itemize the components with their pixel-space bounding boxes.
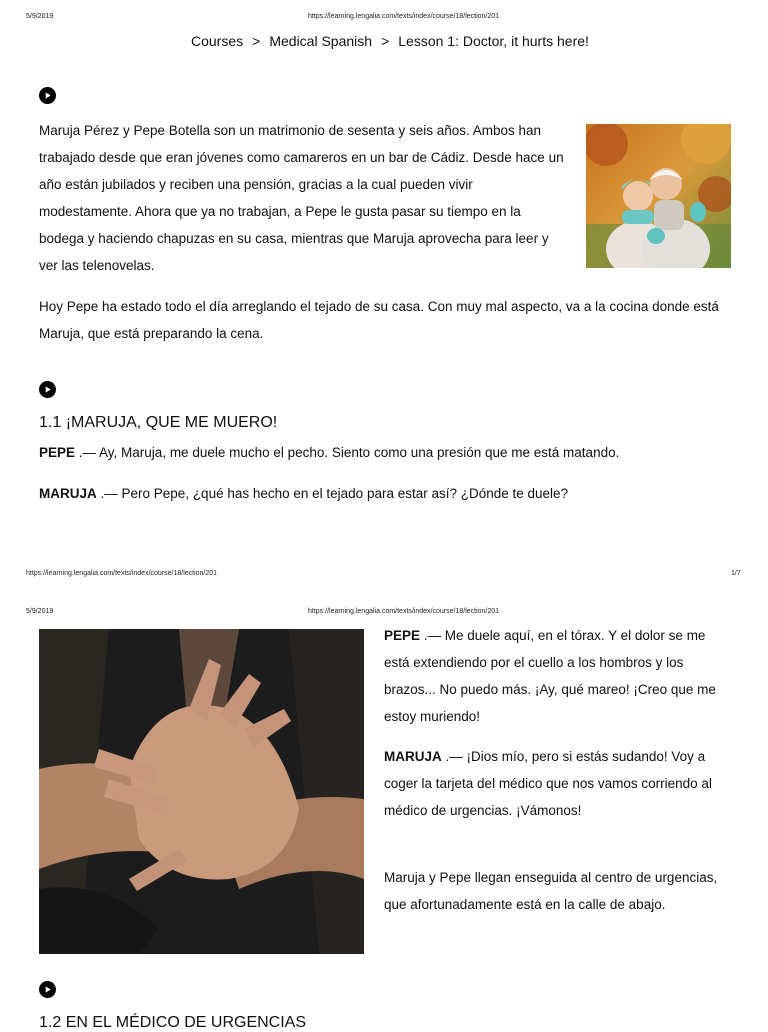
narration-paragraph: Maruja y Pepe llegan enseguida al centro de urgencias, que afortunadamente está en la calle de abajo. xyxy=(384,870,718,912)
intro-paragraph: Maruja Pérez y Pepe Botella son un matrimonio de sesenta y seis años. Ambos han trabajado desde que eran jóvenes como camareros en un bar de Cádiz. Desde hace un año están jubilados y reciben una pensión, gracias a la cual pueden vivir modestamente. Ahora que ya no trabajan, a Pepe le gusta pasar su tiempo en la bodega y haciendo chapuzas en su casa, mientras que Maruja aprovecha para leer y ver las telenovelas. xyxy=(39,123,564,273)
header-date: 5/9/2019 xyxy=(26,608,54,615)
dialogue-line xyxy=(39,439,619,466)
section-title: 1.2 EN EL MÉDICO DE URGENCIAS xyxy=(39,1014,307,1031)
header-url[interactable]: https://learning.lengalia.com/texts/index/course/18/lection/201 xyxy=(308,13,500,20)
breadcrumb-courses[interactable]: Courses xyxy=(191,33,244,49)
dialogue-text: .— Pero Pepe, ¿qué has hecho en el tejado para estar así? ¿Dónde te duele? xyxy=(96,486,569,501)
header-date: 5/9/2019 xyxy=(26,13,54,20)
speaker-name: MARUJA xyxy=(39,486,97,501)
speaker-name: PEPE xyxy=(39,445,76,460)
speaker-name: MARUJA xyxy=(384,749,442,764)
footer-url[interactable]: https://learning.lengalia.com/texts/index/course/18/lection/201 xyxy=(26,570,218,577)
breadcrumb-separator: > xyxy=(381,33,390,49)
section-title: 1.1 ¡MARUJA, QUE ME MUERO! xyxy=(39,414,278,431)
dialogue-text: .— Me duele aquí, en el tórax. Y el dolor se me está extendiendo por el cuello a los hombros y los brazos... No puedo más. ¡Ay, qué mareo! ¡Creo que me estoy muriendo! xyxy=(384,628,716,724)
page-number: 1/7 xyxy=(731,570,741,577)
play-icon xyxy=(43,985,52,994)
play-audio-button[interactable] xyxy=(39,381,56,398)
dialogue-line xyxy=(384,743,734,824)
breadcrumb xyxy=(191,33,589,49)
chest-pain-photo xyxy=(39,629,364,954)
dialogue-line xyxy=(384,622,734,730)
elderly-couple-photo xyxy=(586,124,731,268)
play-icon xyxy=(43,91,52,100)
second-paragraph: Hoy Pepe ha estado todo el día arreglando el tejado de su casa. Con muy mal aspecto, va a la cocina donde está Maruja, que está preparando la cena. xyxy=(39,299,719,341)
dialogue-text: .— Ay, Maruja, me duele mucho el pecho. Siento como una presión que me está matando. xyxy=(75,445,620,460)
play-audio-button[interactable] xyxy=(39,981,56,998)
breadcrumb-separator: > xyxy=(252,33,261,49)
dialogue-text: .— ¡Dios mío, pero si estás sudando! Voy a coger la tarjeta del médico que nos vamos corriendo al médico de urgencias. ¡Vámonos! xyxy=(384,749,712,818)
breadcrumb-medical-spanish[interactable]: Medical Spanish xyxy=(269,33,373,49)
breadcrumb-lesson[interactable]: Lesson 1: Doctor, it hurts here! xyxy=(398,33,589,49)
dialogue-line xyxy=(39,480,568,507)
speaker-name: PEPE xyxy=(384,628,421,643)
play-icon xyxy=(43,385,52,394)
header-url[interactable]: https://learning.lengalia.com/texts/index/course/18/lection/201 xyxy=(308,608,500,615)
play-audio-button[interactable] xyxy=(39,87,56,104)
